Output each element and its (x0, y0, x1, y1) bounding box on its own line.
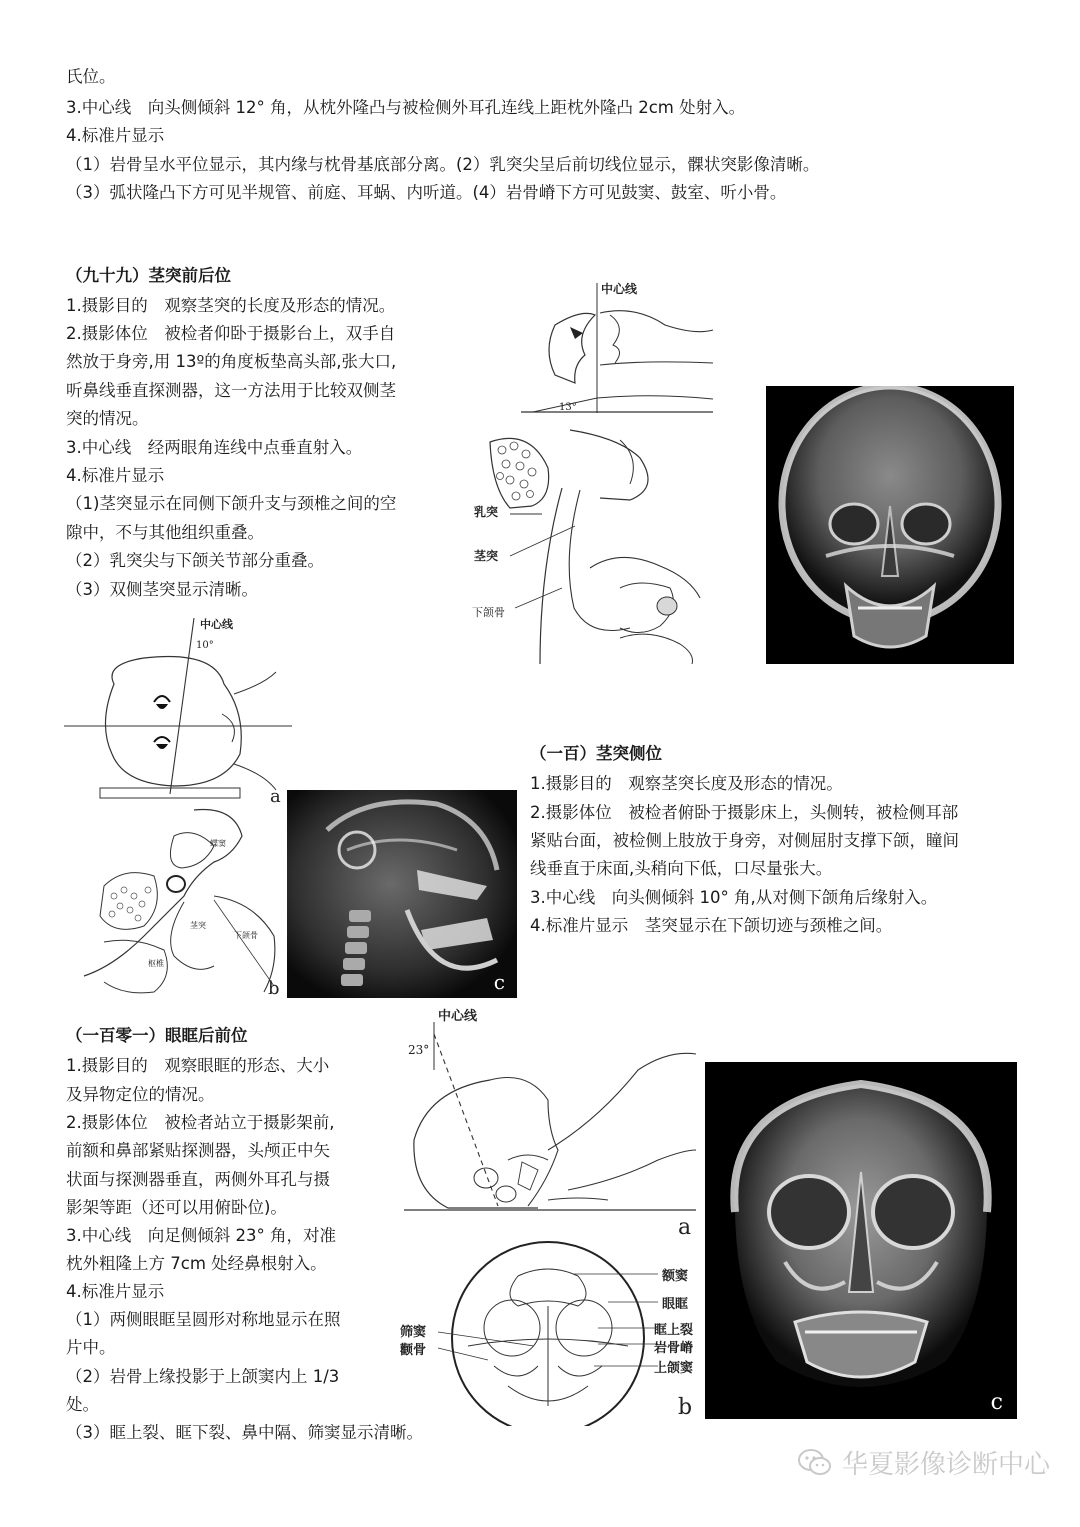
top-line-4: （1）岩骨呈水平位显示，其内缘与枕骨基底部分离。(2）乳突尖呈后前切线位显示，髁状突影像清晰。 (66, 155, 820, 174)
s101-line-10: （1）两侧眼眶呈圆形对称地显示在照 (66, 1310, 341, 1329)
watermark-text: 华夏影像诊断中心 (841, 1450, 1050, 1480)
s101-anatomy-drawing-b (398, 1236, 704, 1426)
s100-xray-lateral (287, 790, 517, 998)
s101-maxillary-sinus-label: 上颌窦 (654, 1361, 694, 1376)
s101-ethmoid-label: 筛窦 (400, 1325, 427, 1340)
s100-fig-b-label: b (268, 978, 280, 998)
s99-line-5: 突的情况。 (66, 409, 149, 428)
section-99-title: （九十九）茎突前后位 (66, 266, 231, 285)
s99-angle-label: 13° (559, 402, 577, 413)
s101-line-7: 3.中心线 向足侧倾斜 23° 角，对准 (66, 1226, 336, 1245)
s101-line-12: （2）岩骨上缘投影于上颌窦内上 1/3 (66, 1367, 340, 1386)
s100-angle-label: 10° (196, 640, 214, 651)
s101-zygoma-label: 颧骨 (400, 1343, 427, 1358)
s101-positioning-sketch-a (398, 1000, 698, 1236)
s101-petrous-ridge-label: 岩骨嵴 (654, 1341, 694, 1356)
s100-line-1: 1.摄影目的 观察茎突长度及形态的情况。 (530, 774, 843, 793)
wechat-icon (798, 1448, 832, 1478)
s99-line-7: 4.标准片显示 (66, 466, 165, 485)
s99-line-3: 然放于身旁,用 13º的角度板垫高头部,张大口, (66, 352, 397, 371)
s99-xray-skull-pa (766, 386, 1014, 664)
s100-line-3: 紧贴台面，被检侧上肢放于身旁，对侧屈肘支撑下颌，瞳间 (530, 831, 959, 850)
s99-line-11: （3）双侧茎突显示清晰。 (66, 580, 258, 599)
section-100-title: （一百）茎突侧位 (530, 744, 662, 763)
s100-styloid-label: 茎突 (190, 921, 206, 930)
s101-line-5: 状面与探测器垂直，两侧外耳孔与摄 (66, 1170, 330, 1189)
s100-fig-a-label: a (270, 786, 281, 806)
s99-line-1: 1.摄影目的 观察茎突的长度及形态的情况。 (66, 296, 396, 315)
s101-line-8: 枕外粗隆上方 7cm 处经鼻根射入。 (66, 1254, 327, 1273)
section-101-title: （一百零一）眼眶后前位 (66, 1026, 248, 1045)
s101-line-2: 及异物定位的情况。 (66, 1085, 215, 1104)
s100-fig-c-label: c (493, 970, 505, 994)
s100-positioning-sketch-a (64, 614, 294, 806)
s99-positioning-sketch (515, 275, 715, 420)
s101-xray-orbit-pa (705, 1062, 1017, 1419)
s100-center-line-label: 中心线 (200, 618, 233, 631)
s99-line-4: 听鼻线垂直探测器，这一方法用于比较双侧茎 (66, 381, 396, 400)
s101-line-4: 前额和鼻部紧贴探测器，头颅正中矢 (66, 1141, 330, 1160)
s99-center-line-label: 中心线 (601, 282, 638, 296)
s99-line-6: 3.中心线 经两眼角连线中点垂直射入。 (66, 438, 363, 457)
s99-line-9: 隙中，不与其他组织重叠。 (66, 523, 264, 542)
watermark (798, 1444, 1050, 1481)
s101-fig-b-label: b (678, 1395, 693, 1420)
s101-sup-orbital-fissure-label: 眶上裂 (654, 1323, 694, 1338)
s99-line-10: （2）乳突尖与下颌关节部分重叠。 (66, 551, 324, 570)
s100-anatomy-drawing-b (64, 806, 289, 998)
top-line-5: （3）弧状隆凸下方可见半规管、前庭、耳蜗、内听道。(4）岩骨嵴下方可见鼓窦、鼓室、听小骨。 (66, 183, 787, 202)
s100-line-4: 线垂直于床面,头稍向下低，口尽量张大。 (530, 859, 833, 878)
s101-fig-c-label: c (990, 1390, 1003, 1415)
s101-orbit-label: 眼眶 (662, 1297, 689, 1312)
s99-mandible-label: 下颌骨 (472, 606, 505, 619)
top-line-1: 氏位。 (66, 67, 116, 86)
s101-frontal-sinus-label: 额窦 (662, 1269, 689, 1284)
s100-mandible-label: 下颌骨 (234, 931, 258, 940)
s101-line-1: 1.摄影目的 观察眼眶的形态、大小 (66, 1056, 330, 1075)
s100-sphenoid-label: 蝶窦 (210, 839, 226, 848)
top-line-2: 3.中心线 向头侧倾斜 12° 角，从枕外隆凸与被检侧外耳孔连线上距枕外隆凸 2cm 处射入。 (66, 98, 746, 117)
s101-line-3: 2.摄影体位 被检者站立于摄影架前, (66, 1113, 335, 1132)
s100-line-5: 3.中心线 向头侧倾斜 10° 角,从对侧下颌角后缘射入。 (530, 888, 938, 907)
s101-line-6: 影架等距（还可以用俯卧位)。 (66, 1198, 287, 1217)
s99-line-8: （1)茎突显示在同侧下颌升支与颈椎之间的空 (66, 494, 397, 513)
s100-line-6: 4.标准片显示 茎突显示在下颌切迹与颈椎之间。 (530, 916, 893, 935)
s101-line-14: （3）眶上裂、眶下裂、鼻中隔、筛窦显示清晰。 (66, 1423, 423, 1442)
s99-line-2: 2.摄影体位 被检者仰卧于摄影台上，双手自 (66, 324, 396, 343)
s101-fig-a-label: a (678, 1215, 692, 1236)
top-line-3: 4.标准片显示 (66, 126, 165, 145)
s99-anatomy-drawing (470, 428, 720, 666)
s99-mastoid-label: 乳突 (474, 505, 499, 519)
s101-line-11: 片中。 (66, 1338, 116, 1357)
s101-line-13: 处。 (66, 1395, 99, 1414)
s101-angle-label: 23° (408, 1043, 430, 1057)
s101-line-9: 4.标准片显示 (66, 1282, 165, 1301)
s99-styloid-label: 茎突 (474, 549, 499, 563)
s100-atlas-label: 枢椎 (148, 959, 164, 968)
s100-line-2: 2.摄影体位 被检者俯卧于摄影床上，头侧转，被检侧耳部 (530, 803, 959, 822)
s101-center-line-label: 中心线 (438, 1009, 478, 1024)
